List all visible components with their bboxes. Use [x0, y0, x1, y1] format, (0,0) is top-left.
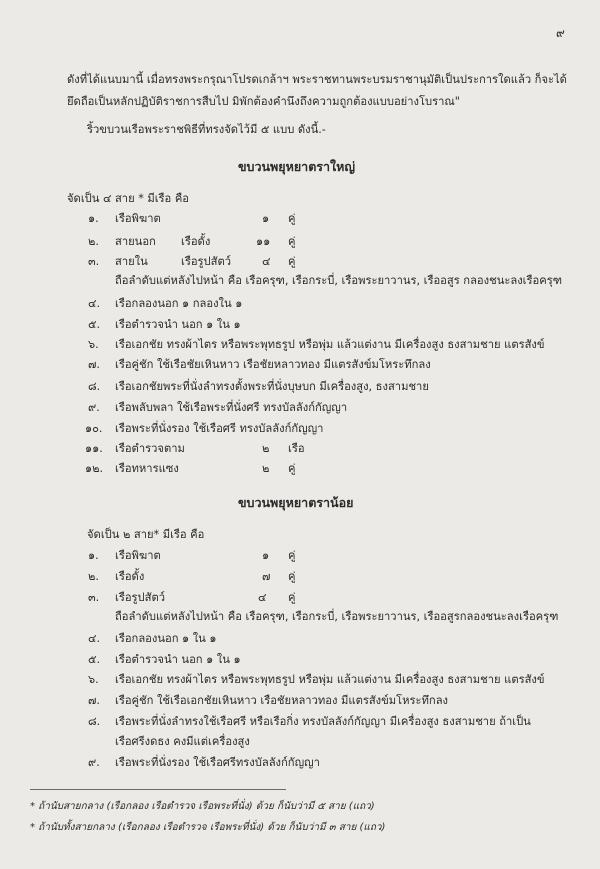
- list-item-continuation: ถือลำดับแต่หลังไปหน้า คือ เรือครุฑ, เรือกระบี่, เรือพระยาวานร, เรืออสูรกลองชนะลงเรือครุฑ: [115, 610, 559, 623]
- intro-line-2: ยึดถือเป็นหลักปฏิบัติราชการสืบไป มิพักต้องคำนึงถึงความถูกต้องแบบอย่างโบราณ": [67, 95, 460, 108]
- list-item-unit: คู่: [288, 235, 296, 248]
- list-item-qty: ๔: [258, 591, 267, 604]
- section-small-subtitle: จัดเป็น ๒ สาย* มีเรือ คือ: [87, 528, 205, 541]
- list-item-text: เรือพิฆาต: [115, 549, 161, 562]
- intro-line-1: ดังที่ได้แนบมานี้ เมื่อทรงพระกรุณาโปรดเกล้าฯ พระราชทานพระบรมราชานุมัติเป็นประการใดแล้ว ก็จะได้: [67, 73, 567, 86]
- list-item-number: ๗.: [88, 694, 100, 707]
- footnote-1: * ถ้านับสายกลาง (เรือกลอง เรือตำรวจ เรือพระที่นั่ง) ด้วย ก็นับว่ามี ๕ สาย (แถว): [30, 801, 375, 812]
- list-item-continuation: ถือลำดับแต่หลังไปหน้า คือ เรือครุฑ, เรือกระบี่, เรือพระยาวานร, เรืออสูร กลองชนะลงเรือครุฑ: [115, 274, 563, 287]
- list-item-number: ๓.: [88, 591, 100, 604]
- list-item-text: เรือกลองนอก ๑ ใน ๑: [115, 632, 217, 645]
- section-large-subtitle: จัดเป็น ๔ สาย * มีเรือ คือ: [67, 192, 190, 205]
- list-item-sub: เรือรูปสัตว์: [181, 255, 232, 268]
- list-item-number: ๙.: [88, 401, 100, 414]
- list-item-text: สายใน: [115, 255, 148, 268]
- list-item-qty: ๑: [262, 212, 270, 225]
- list-item-number: ๖.: [88, 673, 99, 686]
- list-item-text: เรือเอกชัยพระที่นั่งลำทรงตั้งพระที่นั่งบุษบก มีเครื่องสูง, ธงสามชาย: [115, 380, 429, 393]
- list-item-text: เรือตำรวจตาม: [115, 442, 185, 455]
- list-item-text: เรือตำรวจนำ นอก ๑ ใน ๑: [115, 318, 241, 331]
- list-item-number: ๗.: [88, 358, 100, 371]
- section-large-heading: ขบวนพยุหยาตราใหญ่: [238, 159, 356, 174]
- list-item-number: ๙.: [88, 756, 100, 769]
- footnote-divider: [30, 789, 286, 790]
- list-item-number: ๑๑.: [85, 442, 103, 455]
- list-item-number: ๕.: [88, 653, 101, 666]
- list-item-number: ๑๐.: [85, 422, 103, 435]
- list-item-number: ๘.: [88, 715, 101, 728]
- intro-line-3: ริ้วขบวนเรือพระราชพิธีที่ทรงจัดไว้มี ๕ แบบ ดังนี้.-: [87, 123, 326, 136]
- list-item-text: เรือพิฆาต: [115, 212, 161, 225]
- list-item-qty: ๗: [262, 570, 271, 583]
- list-item-number: ๕.: [88, 318, 101, 331]
- list-item-number: ๓.: [88, 255, 100, 268]
- list-item-unit: คู่: [288, 212, 296, 225]
- list-item-text: เรือเอกชัย ทรงผ้าไตร หรือพระพุทธรูป หรือพุ่ม แล้วแต่งาน มีเครื่องสูง ธงสามชาย แตรสังข์: [115, 338, 545, 351]
- list-item-number: ๔.: [88, 297, 101, 310]
- list-item-qty: ๑: [262, 549, 270, 562]
- list-item-number: ๘.: [88, 380, 101, 393]
- list-item-text: เรือพลับพลา ใช้เรือพระที่นั่งศรี ทรงบัลลังก์กัญญา: [115, 401, 348, 414]
- list-item-unit: เรือ: [288, 442, 305, 455]
- list-item-number: ๔.: [88, 632, 101, 645]
- list-item-text: เรือตำรวจนำ นอก ๑ ใน ๑: [115, 653, 241, 666]
- list-item-qty: ๔: [262, 255, 271, 268]
- list-item-unit: คู่: [288, 549, 296, 562]
- list-item-qty: ๒: [262, 462, 270, 475]
- list-item-qty: ๑๑: [256, 235, 271, 248]
- list-item-number: ๒.: [88, 570, 99, 583]
- list-item-text: เรือทหารแซง: [115, 462, 179, 475]
- list-item-text-continued: เรือศรีงดธง คงมีแต่เครื่องสูง: [115, 735, 250, 748]
- list-item-text: เรือพระที่นั่งลำทรงใช้เรือศรี หรือเรือกิ่ง ทรงบัลลังก์กัญญา มีเครื่องสูง ธงสามชาย ถ้าเป็น: [115, 715, 531, 728]
- list-item-unit: คู่: [288, 591, 296, 604]
- list-item-number: ๖.: [88, 338, 99, 351]
- list-item-text: เรือคู่ชัก ใช้เรือเอกชัยเหินหาว เรือชัยหลาวทอง มีแตรสังข์มโหระทึกลง: [115, 694, 449, 707]
- list-item-unit: คู่: [288, 255, 296, 268]
- list-item-text: เรือพระที่นั่งรอง ใช้เรือศรี ทรงบัลลังก์กัญญา: [115, 422, 324, 435]
- list-item-text: เรือคู่ชัก ใช้เรือชัยเหินหาว เรือชัยหลาวทอง มีแตรสังข์มโหระทึกลง: [115, 358, 431, 371]
- list-item-number: ๑.: [88, 212, 99, 225]
- list-item-number: ๑๒.: [85, 462, 104, 475]
- list-item-text: สายนอก: [115, 235, 156, 248]
- list-item-sub: เรือดั้ง: [181, 235, 211, 248]
- list-item-qty: ๒: [262, 442, 270, 455]
- list-item-unit: คู่: [288, 570, 296, 583]
- list-item-text: เรือดั้ง: [115, 570, 145, 583]
- list-item-text: เรือพระที่นั่งรอง ใช้เรือศรีทรงบัลลังก์กัญญา: [115, 756, 320, 769]
- list-item-number: ๑.: [88, 549, 99, 562]
- list-item-number: ๒.: [88, 235, 99, 248]
- list-item-text: เรือรูปสัตว์: [115, 591, 166, 604]
- list-item-text: เรือกลองนอก ๑ กลองใน ๑: [115, 297, 243, 310]
- section-small-heading: ขบวนพยุหยาตราน้อย: [238, 495, 354, 510]
- list-item-text: เรือเอกชัย ทรงผ้าไตร หรือพระพุทธรูป หรือพุ่ม แล้วแต่งาน มีเครื่องสูง ธงสามชาย แตรสังข์: [115, 673, 545, 686]
- page-number: ๙: [556, 26, 565, 40]
- footnote-2: * ถ้านับทั้งสายกลาง (เรือกลอง เรือตำรวจ เรือพระที่นั่ง) ด้วย ก็นับว่ามี ๓ สาย (แถว): [30, 822, 386, 833]
- list-item-unit: คู่: [288, 462, 296, 475]
